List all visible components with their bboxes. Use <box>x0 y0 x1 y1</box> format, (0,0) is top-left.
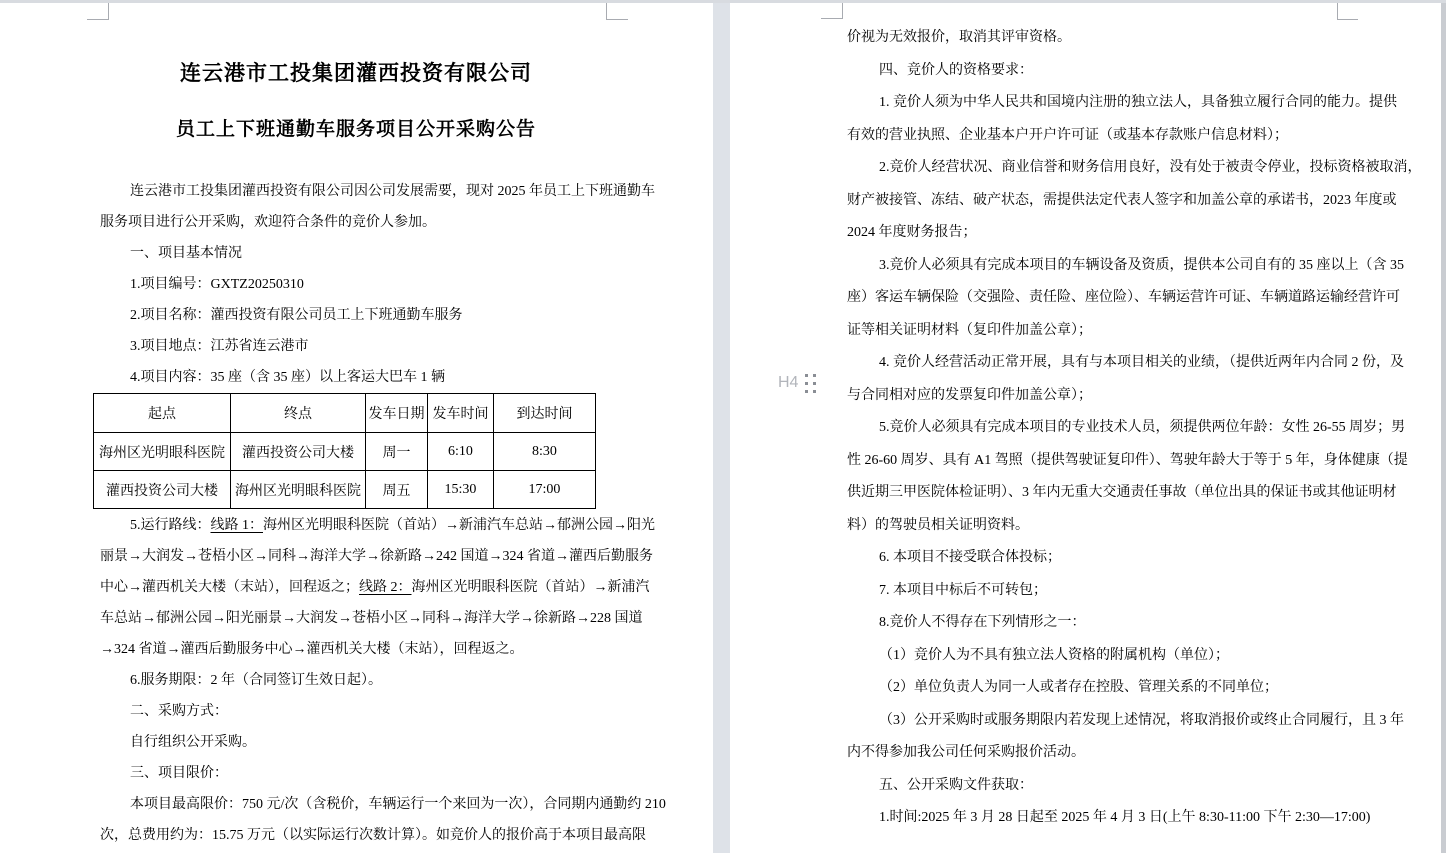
text-segment: 3.竞价人必须具有完成本项目的车辆设备及资质，提供本公司自有的 35 座以上（含 35 <box>879 257 1404 273</box>
page-1[interactable] <box>0 3 713 853</box>
text-line <box>100 696 612 727</box>
table-cell: 周五 <box>366 471 428 509</box>
text-segment: （3）公开采购时或服务期限内若发现上述情况，将取消报价或终止合同履行，且 3 年 <box>879 712 1404 728</box>
text-line <box>847 185 1397 218</box>
text-line <box>847 737 1349 770</box>
text-line <box>100 269 612 300</box>
page-2-body <box>847 22 1422 835</box>
table-header-cell: 起点 <box>94 394 231 433</box>
text-segment: 财产被接管、冻结、破产状态，需提供法定代表人签字和加盖公章的承诺书，2023 年度或 <box>847 192 1397 208</box>
document-title: 连云港市工投集团灌西投资有限公司 <box>180 61 532 85</box>
text-line <box>847 217 1349 250</box>
table-row <box>94 433 596 471</box>
table-header-cell: 发车时间 <box>428 394 494 433</box>
table-row <box>94 471 596 509</box>
underlined-text-segment: 线路 1： <box>210 518 263 533</box>
text-segment: 服务项目进行公开采购，欢迎符合条件的竞价人参加。 <box>100 215 436 230</box>
text-segment: （2）单位负责人为同一人或者存在控股、管理关系的不同单位； <box>879 680 1278 695</box>
table-cell: 灌西投资公司大楼 <box>231 433 366 471</box>
text-segment: 1.时间:2025 年 3 月 28 日起至 2025 年 4 月 3 日(上午 8:30-11:00 下午 2:30—17:00) <box>879 810 1371 825</box>
text-segment: 2.竞价人经营状况、商业信誉和财务信用良好，没有处于被责令停业，投标资格被取消， <box>879 160 1422 175</box>
text-segment: 一、项目基本情况 <box>130 246 242 261</box>
table-cell: 海州区光明眼科医院 <box>231 471 366 509</box>
text-segment: 车总站→郁洲公园→阳光丽景→大润发→苍梧小区→同科→海洋大学→徐新路→228 国道 <box>100 611 643 626</box>
text-line <box>847 120 1349 153</box>
table-cell: 8:30 <box>494 433 596 471</box>
page-1-body-bottom <box>100 510 666 851</box>
text-line <box>847 152 1422 185</box>
text-segment: 自行组织公开采购。 <box>130 735 256 750</box>
text-line <box>847 55 1349 88</box>
text-segment: 3.项目地点：江苏省连云港市 <box>130 339 309 354</box>
table-header-cell: 到达时间 <box>494 394 596 433</box>
text-line <box>847 477 1397 510</box>
text-segment: 连云港市工投集团灌西投资有限公司因公司发展需要，现对 2025 年员工上下班通勤车 <box>130 184 655 199</box>
text-line <box>100 510 655 541</box>
text-line <box>100 727 612 758</box>
text-segment: 7. 本项目中标后不可转包； <box>879 582 1047 598</box>
text-line <box>847 802 1371 835</box>
text-line <box>847 510 1349 543</box>
text-segment: 有效的营业执照、企业基本户开户许可证（或基本存款账户信息材料）； <box>847 127 1288 143</box>
text-segment: 中心→灌西机关大楼（末站），回程返之； <box>100 580 359 595</box>
table-cell: 灌西投资公司大楼 <box>94 471 231 509</box>
text-segment: 5.竞价人必须具有完成本项目的专业技术人员，须提供两位年龄：女性 26-55 周岁；男 <box>879 420 1406 435</box>
text-line <box>847 672 1349 705</box>
text-line <box>100 572 650 603</box>
text-line <box>100 362 612 393</box>
document-subtitle: 员工上下班通勤车服务项目公开采购公告 <box>175 119 536 140</box>
page-2[interactable] <box>730 3 1441 853</box>
text-segment: 丽景→大润发→苍梧小区→同科→海洋大学→徐新路→242 国道→324 省道→灌西后勤服务 <box>100 549 653 564</box>
text-segment: 1.项目编号：GXTZ20250310 <box>130 277 304 292</box>
text-segment: 4. 竞价人经营活动正常开展，具有与本项目相关的业绩，（提供近两年内合同 2 份，及 <box>879 355 1404 370</box>
text-line <box>100 665 612 696</box>
text-line <box>100 300 612 331</box>
text-line <box>847 87 1397 120</box>
text-segment: 海州区光明眼科医院（首站）→新浦汽车总站→郁洲公园→阳光 <box>263 518 655 533</box>
text-line <box>847 607 1349 640</box>
text-segment: 料）的驾驶员相关证明资料。 <box>847 517 1029 533</box>
schedule-table <box>93 393 596 509</box>
text-segment: 6. 本项目不接受联合体投标； <box>879 550 1061 565</box>
table-header-cell: 发车日期 <box>366 394 428 433</box>
text-line <box>100 634 612 665</box>
text-line <box>100 238 612 269</box>
text-segment: 与合同相对应的发票复印件加盖公章）； <box>847 387 1092 403</box>
table-cell: 6:10 <box>428 433 494 471</box>
text-line <box>847 770 1349 803</box>
text-segment: 五、公开采购文件获取： <box>879 777 1033 793</box>
text-line <box>847 250 1404 283</box>
text-line <box>847 412 1406 445</box>
text-line <box>847 542 1349 575</box>
text-line <box>100 820 646 851</box>
block-handle-overlay <box>778 372 816 394</box>
page-1-body-top <box>100 176 655 393</box>
underlined-text-segment: 线路 2： <box>359 580 412 595</box>
text-segment: 5.运行路线： <box>130 518 211 533</box>
text-segment: 6.服务期限：2 年（合同签订生效日起）。 <box>130 673 382 688</box>
text-segment: 海州区光明眼科医院（首站）→新浦汽 <box>411 580 650 595</box>
text-line <box>847 705 1404 738</box>
text-segment: 本项目最高限价：750 元/次（含税价，车辆运行一个来回为一次），合同期内通勤约 210 <box>130 797 666 812</box>
table-header-cell: 终点 <box>231 394 366 433</box>
text-segment: →324 省道→灌西后勤服务中心→灌西机关大楼（末站），回程返之。 <box>100 642 524 657</box>
text-segment: 1. 竞价人须为中华人民共和国境内注册的独立法人，具备独立履行合同的能力。提供 <box>879 95 1397 110</box>
text-segment: 三、项目限价： <box>130 766 228 781</box>
text-segment: 4.项目内容：35 座（含 35 座）以上客运大巴车 1 辆 <box>130 370 445 385</box>
text-segment: 二、采购方式： <box>130 704 228 719</box>
text-line <box>847 315 1349 348</box>
text-line <box>847 347 1404 380</box>
text-segment: 座）客运车辆保险（交强险、责任险、座位险）、车辆运营许可证、车辆道路运输经营许可 <box>847 290 1400 305</box>
text-line <box>100 758 612 789</box>
text-segment: 次，总费用约为：15.75 万元（以实际运行次数计算）。如竞价人的报价高于本项目最高限 <box>100 828 646 843</box>
window-right-edge <box>1441 3 1446 853</box>
text-segment: 四、竞价人的资格要求： <box>879 62 1033 78</box>
text-segment: 证等相关证明材料（复印件加盖公章）； <box>847 322 1092 338</box>
text-segment: 性 26-60 周岁、具有 A1 驾照（提供驾驶证复印件）、驾驶年龄大于等于 5 年，身体健康（提 <box>847 452 1408 468</box>
text-line <box>847 22 1349 55</box>
text-segment: 2.项目名称：灌西投资有限公司员工上下班通勤车服务 <box>130 308 463 323</box>
text-line <box>100 541 653 572</box>
drag-handle-icon[interactable] <box>805 374 816 393</box>
table-header-row <box>94 394 596 433</box>
text-line <box>847 575 1349 608</box>
text-line <box>100 176 655 207</box>
text-segment: 供近期三甲医院体检证明）、3 年内无重大交通责任事故（单位出具的保证书或其他证明材 <box>847 485 1397 500</box>
text-line <box>847 282 1400 315</box>
text-line <box>847 445 1408 478</box>
table-cell: 海州区光明眼科医院 <box>94 433 231 471</box>
text-segment: （1）竞价人为不具有独立法人资格的附属机构（单位）； <box>879 647 1229 663</box>
text-segment: 内不得参加我公司任何采购报价活动。 <box>847 745 1085 760</box>
text-segment: 8.竞价人不得存在下列情形之一： <box>879 615 1086 630</box>
text-line <box>100 789 666 820</box>
text-line <box>847 380 1349 413</box>
text-line <box>100 603 643 634</box>
table-cell: 17:00 <box>494 471 596 509</box>
text-segment: 价视为无效报价，取消其评审资格。 <box>847 30 1071 45</box>
table-cell: 15:30 <box>428 471 494 509</box>
text-segment: 2024 年度财务报告； <box>847 225 977 240</box>
text-line <box>100 331 612 362</box>
text-line <box>100 207 612 238</box>
page-gap <box>713 3 730 853</box>
text-line <box>847 640 1349 673</box>
table-cell: 周一 <box>366 433 428 471</box>
heading-level-indicator: H4 <box>778 374 799 391</box>
